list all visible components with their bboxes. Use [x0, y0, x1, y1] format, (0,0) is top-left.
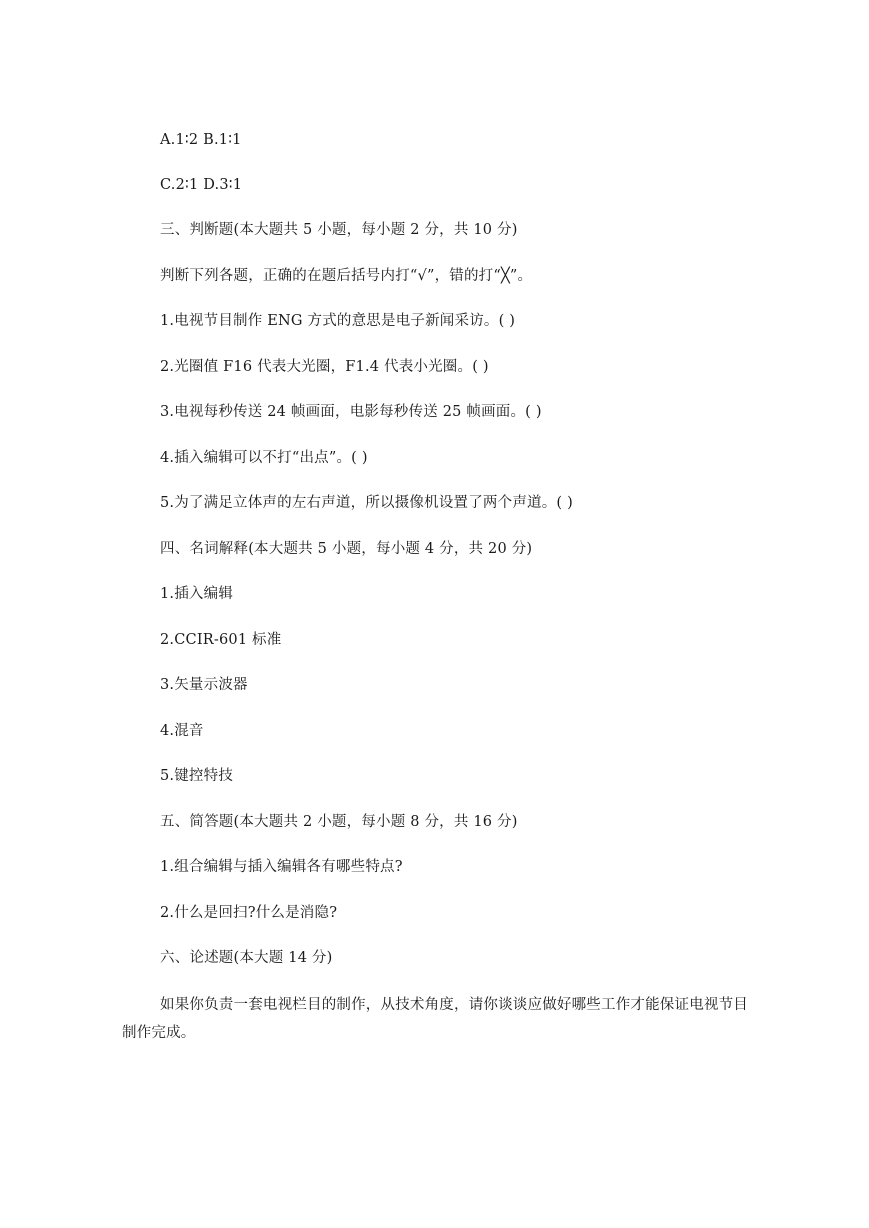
- question-item: 4.混音: [160, 723, 204, 739]
- section-3-instruction: 判断下列各题，正确的在题后括号内打“√”，错的打“╳”。: [160, 268, 533, 284]
- option-line-2: C.2∶1 D.3∶1: [160, 177, 243, 193]
- question-item: 2.CCIR-601 标准: [160, 632, 282, 648]
- section-4-heading: 四、名词解释(本大题共 5 小题，每小题 4 分，共 20 分): [160, 541, 533, 557]
- section-3-heading: 三、判断题(本大题共 5 小题，每小题 2 分，共 10 分): [160, 222, 518, 238]
- question-item: 1.电视节目制作 ENG 方式的意思是电子新闻采访。( ): [160, 313, 516, 329]
- section-6-heading: 六、论述题(本大题 14 分): [160, 950, 333, 966]
- section-5-heading: 五、简答题(本大题共 2 小题，每小题 8 分，共 16 分): [160, 814, 518, 830]
- option-line-1: A.1∶2 B.1∶1: [160, 132, 242, 148]
- question-item: 1.插入编辑: [160, 586, 234, 602]
- question-item: 5.为了满足立体声的左右声道，所以摄像机设置了两个声道。( ): [160, 495, 573, 511]
- question-item: 5.键控特技: [160, 768, 234, 784]
- essay-question: 如果你负责一套电视栏目的制作，从技术角度，请你谈谈应做好哪些工作才能保证电视节目制作完成。: [122, 997, 748, 1041]
- question-item: 1.组合编辑与插入编辑各有哪些特点?: [160, 859, 403, 875]
- question-item: 4.插入编辑可以不打“出点”。( ): [160, 450, 368, 466]
- question-item: 2.什么是回扫?什么是消隐?: [160, 905, 338, 921]
- question-item: 3.电视每秒传送 24 帧画面，电影每秒传送 25 帧画面。( ): [160, 404, 542, 420]
- question-item: 2.光圈值 F16 代表大光圈，F1.4 代表小光圈。( ): [160, 359, 489, 375]
- question-item: 3.矢量示波器: [160, 677, 248, 693]
